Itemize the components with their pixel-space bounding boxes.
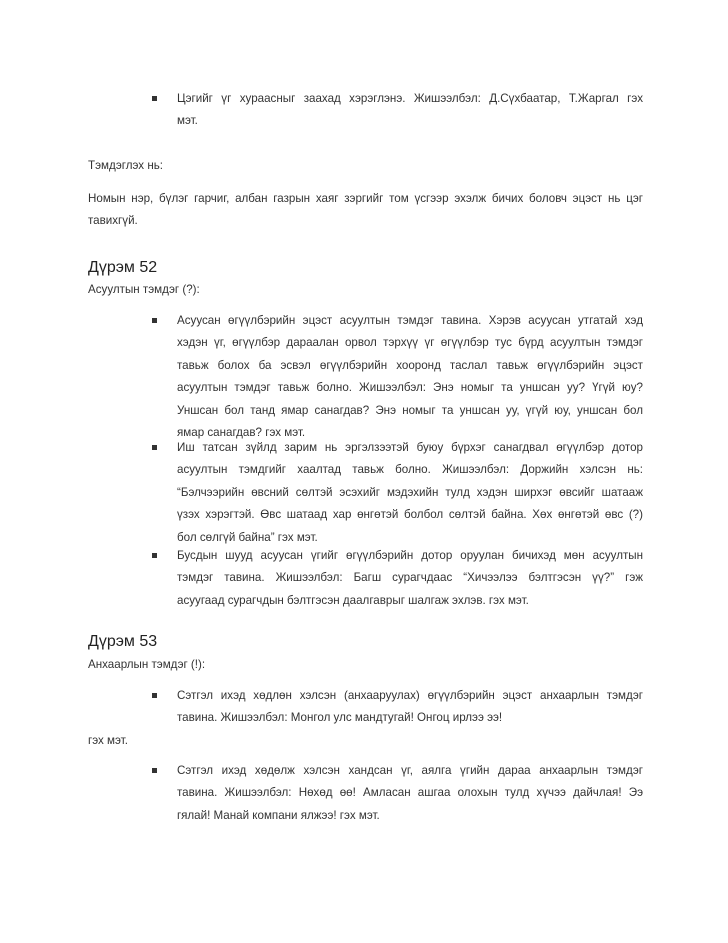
list-item [152, 760, 643, 827]
text-line: ямар санагдав? гэх мэт. [177, 426, 306, 440]
trailing-text: гэх мэт. [88, 734, 128, 747]
text-line: “Бэлчээрийн өвсний сөлтэй эсэхийг мэдэхийн тулд хэдэн ширхэг өвсийг шатааж [177, 485, 643, 499]
list-item [152, 437, 643, 549]
bullet-square-icon [152, 445, 157, 450]
rule-heading: Дүрэм 53 [88, 633, 158, 650]
text-line: үзэх хэрэгтэй. Өвс шатаад хар өнгөтэй болбол сөлтэй байна. Хөх өнгөтэй өвс (?) [177, 508, 643, 522]
bullet-text [177, 545, 643, 612]
note-title: Тэмдэглэх нь: [88, 159, 163, 172]
bullet-square-icon [152, 768, 157, 773]
text-line: асуултын тэмдгийг хаалтад тавьж болно. Жишээлбэл: Доржийн хэлсэн нь: [177, 463, 643, 477]
text-line: тавьж болох ба эсвэл өгүүлбэрийн хооронд таслал тавьж өгүүлбэрийн эцэст [177, 358, 643, 372]
list-item [152, 545, 643, 612]
text-line: Уншсан бол танд ямар санагдав? Энэ номыг та уншсан уу, үгүй юу, уншсан бол [177, 403, 643, 417]
list-item [152, 88, 643, 133]
text-line: Иш татсан зүйлд зарим нь эргэлзээтэй буюу бүрхэг санагдвал өгүүлбэр дотор [177, 441, 643, 454]
bullet-text [177, 88, 643, 133]
bullet-text [177, 437, 643, 549]
text-line: бол сөлгүй байна” гэх мэт. [177, 530, 318, 544]
bullet-square-icon [152, 553, 157, 558]
bullet-text [177, 310, 643, 444]
text-line: Сэтгэл ихэд хөдөлж хэлсэн хандсан үг, аялга үгийн дараа анхаарлын тэмдэг [177, 764, 643, 777]
text-line: гялай! Манай компани ялжээ! гэх мэт. [177, 808, 380, 822]
list-item [152, 685, 643, 730]
text-line: асуугаад сурагчдын бэлтгэсэн даалгаврыг шалгаж эхлэв. гэх мэт. [177, 593, 529, 607]
text-line: Номын нэр, бүлэг гарчиг, албан газрын хаяг зэргийг том үсгээр эхэлж бичих боловч эцэст нь цэг [88, 192, 643, 205]
bullet-square-icon [152, 693, 157, 698]
bullet-text [177, 760, 643, 827]
text-line: Сэтгэл ихэд хөдлөн хэлсэн (анхааруулах) өгүүлбэрийн эцэст анхаарлын тэмдэг [177, 689, 643, 702]
text-line: хэдэн үг, өгүүлбэр дараалан орвол тэрхүү үг өгүүлбэр тус бүрд асуултын тэмдэг [177, 336, 643, 350]
note-paragraph [88, 188, 643, 233]
rule-subtitle: Асуултын тэмдэг (?): [88, 283, 200, 296]
text-line: Цэгийг үг хураасныг заахад хэрэглэнэ. Жишээлбэл: Д.Сүхбаатар, Т.Жаргал гэх [177, 92, 643, 105]
text-line: тавихгүй. [88, 214, 138, 228]
list-item [152, 310, 643, 444]
text-line: мэт. [177, 114, 198, 128]
text-line: Бусдын шууд асуусан үгийг өгүүлбэрийн дотор оруулан бичихэд мөн асуултын [177, 549, 643, 562]
text-line: тэмдэг тавина. Жишээлбэл: Багш сурагчдаас “Хичээлээ бэлтгэсэн үү?” гэж [177, 571, 643, 585]
text-line: тавина. Жишээлбэл: Монгол улс мандтугай! Онгоц ирлээ ээ! [177, 711, 503, 725]
rule-subtitle: Анхаарлын тэмдэг (!): [88, 658, 206, 671]
bullet-square-icon [152, 318, 157, 323]
bullet-square-icon [152, 96, 157, 101]
text-line: асуултын тэмдэг тавьж болно. Жишээлбэл: Энэ номыг та уншсан уу? Үгүй юу? [177, 381, 643, 395]
text-line: тавина. Жишээлбэл: Нөхөд өө! Амласан ашгаа олохын тулд хүчээ дайчлая! Ээ [177, 786, 643, 800]
bullet-text [177, 685, 643, 730]
text-line: Асуусан өгүүлбэрийн эцэст асуултын тэмдэг тавина. Хэрэв асуусан утгатай хэд [177, 314, 643, 327]
rule-heading: Дүрэм 52 [88, 259, 158, 276]
